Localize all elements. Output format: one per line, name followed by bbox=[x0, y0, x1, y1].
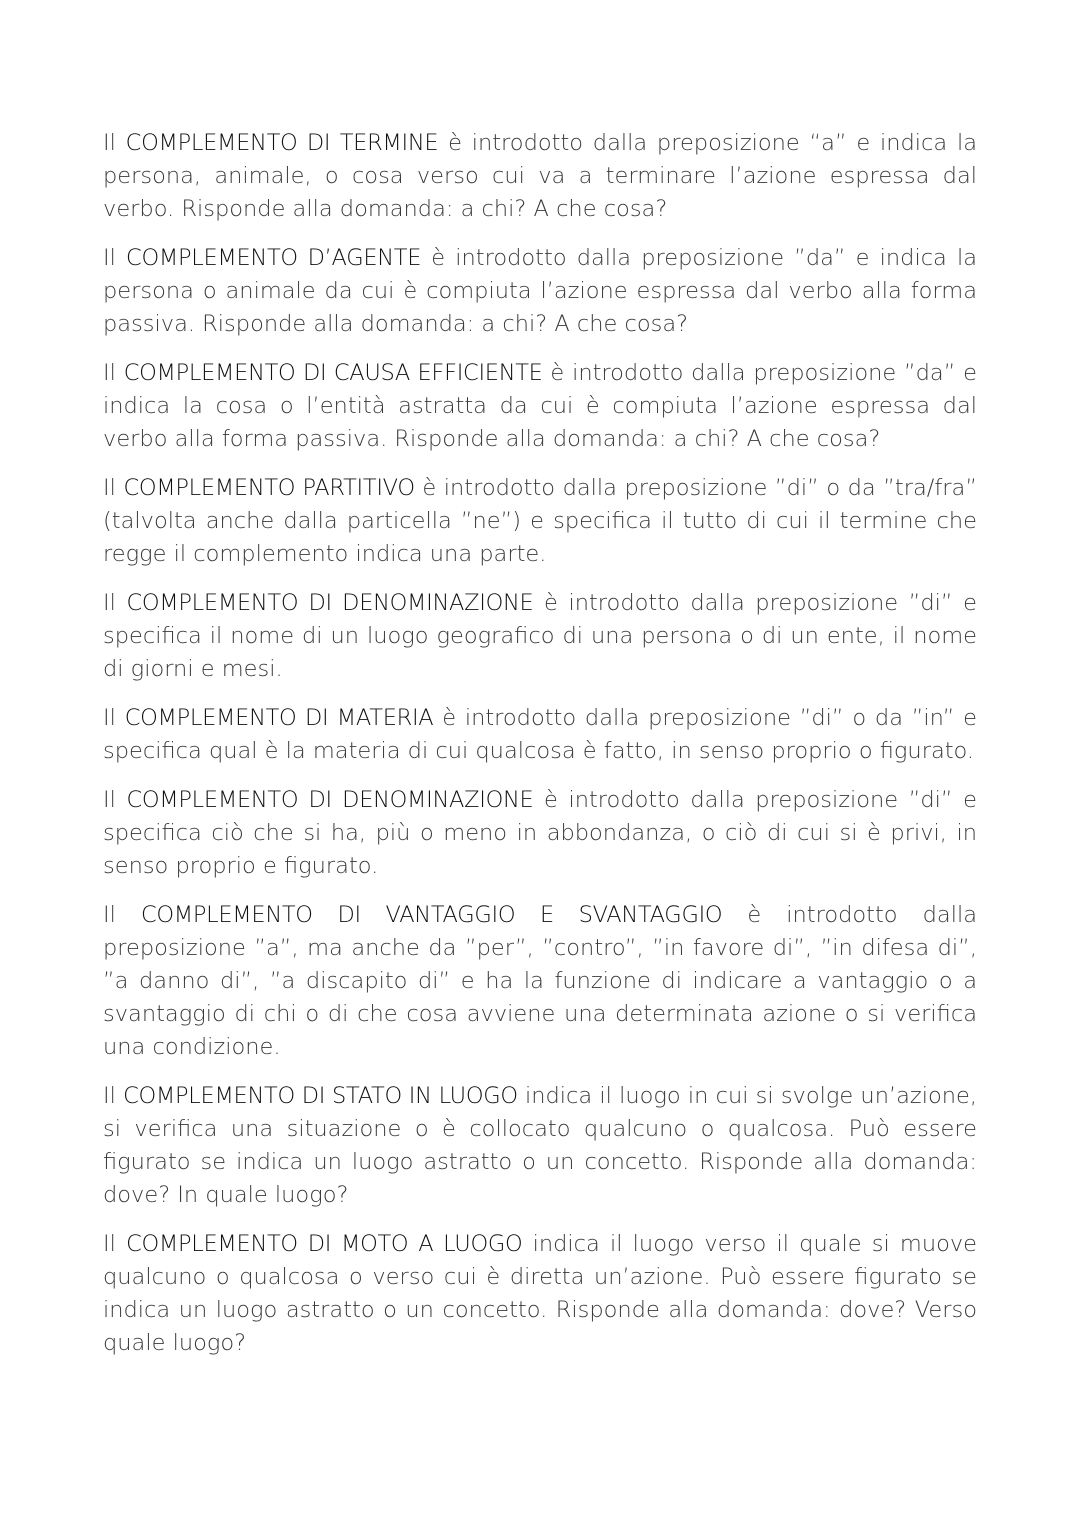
paragraph-lead: Il bbox=[103, 787, 116, 813]
paragraph-lead: Il bbox=[103, 475, 116, 501]
complement-term: COMPLEMENTO DI DENOMINAZIONE bbox=[126, 787, 534, 813]
paragraph-text: è introdotto dalla preposizione ”di” o da ”tra/fra” (talvolta anche dalla particella ”ne”) e specifica il tutto di cui il termine che regge il complemento indica una parte. bbox=[103, 475, 977, 567]
paragraph-lead: Il bbox=[103, 902, 116, 928]
paragraph-lead: Il bbox=[103, 360, 116, 386]
paragraph-lead: Il bbox=[103, 1231, 116, 1257]
complement-term: COMPLEMENTO D’AGENTE bbox=[126, 245, 422, 271]
paragraph-lead: Il bbox=[103, 705, 116, 731]
complement-term: COMPLEMENTO DI MOTO A LUOGO bbox=[126, 1231, 523, 1257]
complement-term: COMPLEMENTO PARTITIVO bbox=[123, 475, 415, 501]
paragraph-complemento-d-agente bbox=[103, 242, 977, 341]
paragraph-lead: Il bbox=[103, 245, 116, 271]
complement-term: COMPLEMENTO DI CAUSA EFFICIENTE bbox=[123, 360, 543, 386]
document-page bbox=[103, 127, 977, 1376]
paragraph-complemento-di-causa-efficiente bbox=[103, 357, 977, 456]
paragraph-complemento-di-termine bbox=[103, 127, 977, 226]
paragraph-text: è introdotto dalla preposizione “a” e indica la persona, animale, o cosa verso cui va a terminare l’azione espressa dal verbo. Risponde alla domanda: a chi? A che cosa? bbox=[103, 130, 978, 222]
paragraph-text: è introdotto dalla preposizione ”di” o da ”in” e specifica qual è la materia di cui qualcosa è fatto, in senso proprio o figurato. bbox=[103, 705, 977, 764]
paragraph-lead: Il bbox=[103, 1083, 116, 1109]
paragraph-complemento-partitivo bbox=[103, 472, 977, 571]
paragraph-lead: Il bbox=[103, 590, 116, 616]
complement-term: COMPLEMENTO DI MATERIA bbox=[124, 705, 434, 731]
paragraph-lead: Il bbox=[103, 130, 116, 156]
paragraph-text: è introdotto dalla preposizione ”da” e indica la persona o animale da cui è compiuta l’azione espressa dal verbo alla forma passiva. Risponde alla domanda: a chi? A che cosa? bbox=[103, 245, 978, 337]
paragraph-complemento-di-denominazione bbox=[103, 587, 977, 686]
complement-term: COMPLEMENTO DI TERMINE bbox=[125, 130, 439, 156]
paragraph-complemento-di-materia bbox=[103, 702, 977, 768]
paragraph-text: è introdotto dalla preposizione ”di” e specifica ciò che si ha, più o meno in abbondanza, o ciò di cui si è privi, in senso proprio e figurato. bbox=[103, 787, 977, 879]
paragraph-text: indica il luogo verso il quale si muove qualcuno o qualcosa o verso cui è diretta un’azione. Può essere figurato se indica un luogo astratto o un concetto. Risponde alla domanda: dove? Verso quale luogo? bbox=[103, 1231, 978, 1356]
paragraph-complemento-di-vantaggio-e-svantaggio bbox=[103, 899, 977, 1064]
paragraph-text: indica il luogo in cui si svolge un’azione, si verifica una situazione o è collocato qualcuno o qualcosa. Può essere figurato se indica un luogo astratto o un concetto. Risponde alla domanda: dove? In quale luogo? bbox=[103, 1083, 977, 1208]
paragraph-text: è introdotto dalla preposizione ”a”, ma anche da ”per”, ”contro”, ”in favore di”, ”in difesa di”, ”a danno di”, ”a discapito di” e ha la funzione di indicare a vantaggio o a svantaggio di chi o di che cosa avviene una determinata azione o si verifica una condizione. bbox=[103, 902, 977, 1060]
paragraph-text: è introdotto dalla preposizione ”da” e indica la cosa o l’entità astratta da cui è compiuta l’azione espressa dal verbo alla forma passiva. Risponde alla domanda: a chi? A che cosa? bbox=[103, 360, 978, 452]
paragraph-complemento-di-denominazione-2 bbox=[103, 784, 977, 883]
paragraph-complemento-di-moto-a-luogo bbox=[103, 1228, 977, 1360]
complement-term: COMPLEMENTO DI STATO IN LUOGO bbox=[123, 1083, 518, 1109]
complement-term: COMPLEMENTO DI DENOMINAZIONE bbox=[126, 590, 534, 616]
complement-term: COMPLEMENTO DI VANTAGGIO E SVANTAGGIO bbox=[140, 902, 723, 928]
paragraph-text: è introdotto dalla preposizione ”di” e specifica il nome di un luogo geografico di una persona o di un ente, il nome di giorni e mesi. bbox=[103, 590, 977, 682]
paragraph-complemento-di-stato-in-luogo bbox=[103, 1080, 977, 1212]
